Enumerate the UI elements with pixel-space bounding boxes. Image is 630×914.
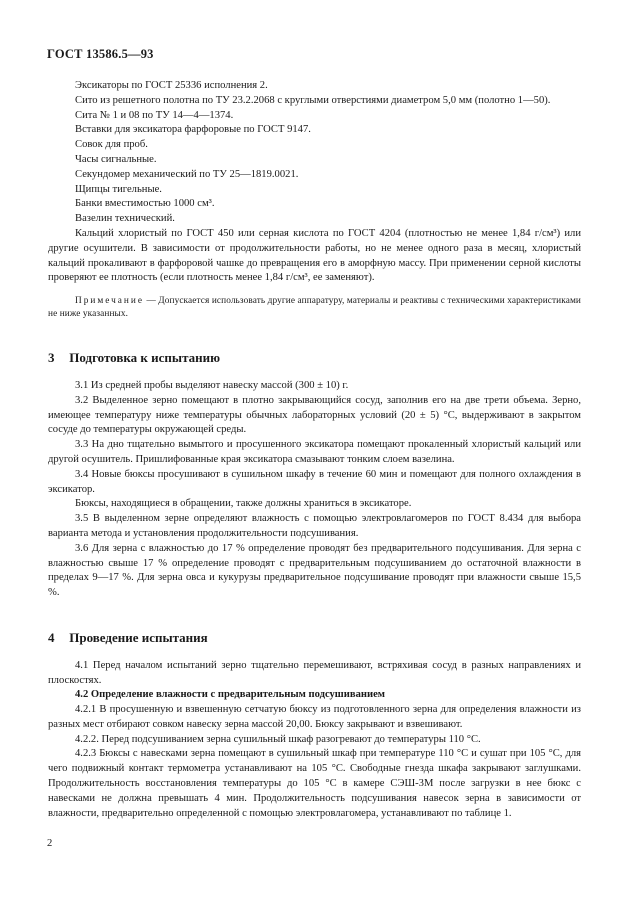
equipment-item: Кальций хлористый по ГОСТ 450 или серная кислота по ГОСТ 4204 (плотностью не менее 1,84 г/см³) или другие осушители. В зависимости от продолжительности работы, но не менее одного раза в месяц, хлористый кальций прокаливают в фарфоровой чашке до превращения его в аморфную массу. При применении серной кислоты проверяют ее плотность (если плотность менее 1,84 г/см³, ее заменяют). bbox=[48, 227, 581, 284]
page-content bbox=[48, 79, 581, 821]
section-number: 4 bbox=[48, 629, 55, 645]
equipment-item: Часы сигнальные. bbox=[75, 153, 157, 165]
section-paragraph: 3.2 Выделенное зерно помещают в плотно закрывающийся сосуд, заполнив его на две трети объема. Зерно, имеющее температуру ниже температуры обычных лабораторных условий (20 ± 5) °С, выдерживают в закрытом сосуде до температуры окружающей среды. bbox=[48, 394, 581, 436]
subsection-heading: 4.2 Определение влажности с предварительным подсушиванием bbox=[75, 689, 385, 701]
equipment-item: Секундомер механический по ТУ 25—1819.0021. bbox=[75, 168, 299, 180]
note bbox=[48, 295, 581, 321]
page-number: 2 bbox=[47, 838, 53, 849]
section-number: 3 bbox=[48, 350, 55, 366]
equipment-item: Щипцы тигельные. bbox=[75, 183, 162, 195]
note-label: Примечание bbox=[75, 296, 144, 307]
section-4-heading bbox=[48, 631, 581, 646]
section-3-heading bbox=[48, 351, 581, 366]
equipment-item: Совок для проб. bbox=[75, 139, 148, 151]
equipment-item: Вазелин технический. bbox=[75, 213, 175, 225]
note-text: — Допускается использовать другие аппаратуру, материалы и реактивы с техническими характеристиками не ниже указанных. bbox=[48, 296, 581, 320]
equipment-item: Сита № 1 и 08 по ТУ 14—4—1374. bbox=[75, 109, 234, 121]
section-paragraph: 3.3 На дно тщательно вымытого и просушенного эксикатора помещают прокаленный хлористый кальций или другой осушитель. Пришлифованные края эксикатора смазывают тонким слоем вазелина. bbox=[48, 439, 581, 465]
equipment-item: Эксикаторы по ГОСТ 25336 исполнения 2. bbox=[75, 80, 268, 91]
equipment-item: Вставки для эксикатора фарфоровые по ГОСТ 9147. bbox=[75, 124, 311, 136]
section-paragraph: 3.6 Для зерна с влажностью до 17 % определение проводят без предварительного подсушивания. Для зерна с влажностью свыше 17 % определение проводят с предварительным подсушиванием до остаточной влажности в пределах 9—17 %. Для зерна овса и кукурузы предварительное подсушивание проводят при влажности свыше 15,5 %. bbox=[48, 542, 581, 599]
section-title: Подготовка к испытанию bbox=[69, 350, 221, 366]
document-header: ГОСТ 13586.5—93 bbox=[47, 47, 154, 61]
section-paragraph: 4.2.3 Бюксы с навесками зерна помещают в сушильный шкаф при температуре 110 °С и сушат при 105 °С, для чего подвижный контакт термометра устанавливают на 105 °С. Свободные гнезда шкафа закрывают заглушками. Продолжительность восстановления температуры до 105 °С в камере СЭШ-3М после загрузки в нее бюкс с навесками не должна превышать 4 мин. Продолжительность подсушивания навесок зерна в зависимости от влажности, предварительно определенной с помощью электровлагомера, устанавливают по таблице 1. bbox=[48, 748, 581, 819]
section-paragraph: 3.1 Из средней пробы выделяют навеску массой (300 ± 10) г. bbox=[75, 379, 349, 391]
section-paragraph: 4.2.1 В просушенную и взвешенную сетчатую бюксу из подготовленного зерна для определения влажности из разных мест отбирают совком навеску зерна массой 20,00. Бюксу закрывают и взвешивают. bbox=[48, 704, 581, 730]
equipment-item: Банки вместимостью 1000 см³. bbox=[75, 198, 215, 210]
section-paragraph: 4.2.2. Перед подсушиванием зерна сушильный шкаф разогревают до температуры 110 °С. bbox=[75, 733, 481, 745]
section-paragraph: 3.5 В выделенном зерне определяют влажность с помощью электровлагомеров по ГОСТ 8.434 для выбора варианта метода и установления продолжительности подсушивания. bbox=[48, 513, 581, 539]
equipment-item: Сито из решетного полотна по ТУ 23.2.2068 с круглыми отверстиями диаметром 5,0 мм (полотно 1—50). bbox=[75, 94, 551, 106]
section-title: Проведение испытания bbox=[69, 629, 208, 645]
section-paragraph: Бюксы, находящиеся в обращении, также должны храниться в эксикаторе. bbox=[75, 498, 412, 510]
section-paragraph: 4.1 Перед началом испытаний зерно тщательно перемешивают, встряхивая сосуд в разных направлениях и плоскостях. bbox=[48, 659, 581, 686]
section-paragraph: 3.4 Новые бюксы просушивают в сушильном шкафу в течение 60 мин и помещают для полного охлаждения в эксикатор. bbox=[48, 468, 581, 495]
